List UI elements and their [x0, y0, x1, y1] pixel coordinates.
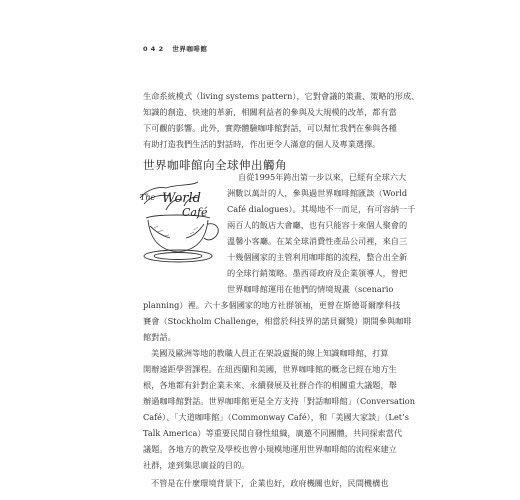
illustration-text-cafe: Café: [182, 206, 208, 219]
body-text-line: 生命系統模式（living systems pattern），它對會議的策畫、策略的形成、: [143, 91, 420, 101]
body-text-line: 根，各地都有針對企業未來、永續發展及社群合作的相關重大議題，舉: [143, 380, 397, 390]
body-text-line: 不管是在什麼環境背景下，企業也好，政府機關也好，民間機構也: [151, 478, 389, 488]
body-text-line: 館對話。: [143, 332, 176, 342]
body-text-line: 洲數以萬計的人，參與過世界咖啡館匯談（World: [227, 188, 408, 198]
body-text-line: 世界咖啡館運用在他們的情境規畫（scenario: [227, 284, 394, 294]
body-text-line: Talk America）等重要民間自發性組織，廣邀不同團體，共同探索當代: [143, 428, 403, 438]
body-text-line: 自從1995年跨出第一步以來，已經有全球六大: [238, 172, 407, 182]
section-heading: 世界咖啡館向全球伸出觸角: [143, 158, 287, 172]
body-text-line: 美國及歐洲等地的教職人員正在架設虛擬的線上知識咖啡館，打算: [151, 348, 389, 358]
body-text-line: 溫馨小客廳。在某全球消費性產品公司裡，來自三: [227, 236, 408, 246]
body-text-line: 下可觀的影響。此外，實際體驗咖啡館對話，可以幫忙我們在參與各種: [143, 123, 397, 133]
body-text-line: 辦過咖啡館對話。世界咖啡館更是全方支持「對話咖啡館」（Conversation: [143, 396, 416, 406]
body-text-line: Café）、「大道咖啡館」（Commonway Café），和「美國大家談」（Let’s: [143, 412, 409, 422]
illustration-text-the: The: [140, 193, 156, 202]
body-text-line: 兩百人的飯店大會廳，也有只能容十來個人聚會的: [227, 220, 408, 230]
running-header: [143, 44, 213, 53]
body-text-line: 的全球行銷策略。墨西哥政府及企業領導人，曾把: [227, 268, 408, 278]
body-text-line: 議題。各地方的教堂及學校也曾小規模地運用世界咖啡館的流程來建立: [143, 444, 397, 454]
running-title: 世界咖啡館: [172, 45, 208, 53]
illustration-text-world: World: [162, 191, 201, 206]
body-text-line: planning）裡。六十多個國家的地方社群領袖，更曾在斯德哥爾摩科技: [143, 300, 401, 310]
body-text-line: 知識的創造、快速的革新，相關利益者的參與及大規模的改革，都有當: [143, 107, 397, 117]
body-text-line: 社群，達到集思廣益的目的。: [143, 460, 250, 470]
body-text-line: 賽會（Stockholm Challenge，相當於科技界的諾貝爾獎）期間參與咖啡: [143, 316, 412, 326]
world-cafe-teacup-illustration: [136, 176, 224, 270]
body-text-line: Café dialogues）。其場地不一而足，有可容納一千: [227, 204, 416, 214]
body-text-line: 十幾個國家的主管利用咖啡館的流程，整合出全新: [227, 252, 408, 262]
body-text-line: 開辦遠距學習課程。在紐西蘭和美國，世界咖啡館的概念已經在地方生: [143, 364, 397, 374]
page-number: 0 4 2: [143, 45, 164, 53]
body-text-line: 有助打造我們生活的對話時，作出更令人滿意的個人及專業選擇。: [143, 139, 381, 149]
